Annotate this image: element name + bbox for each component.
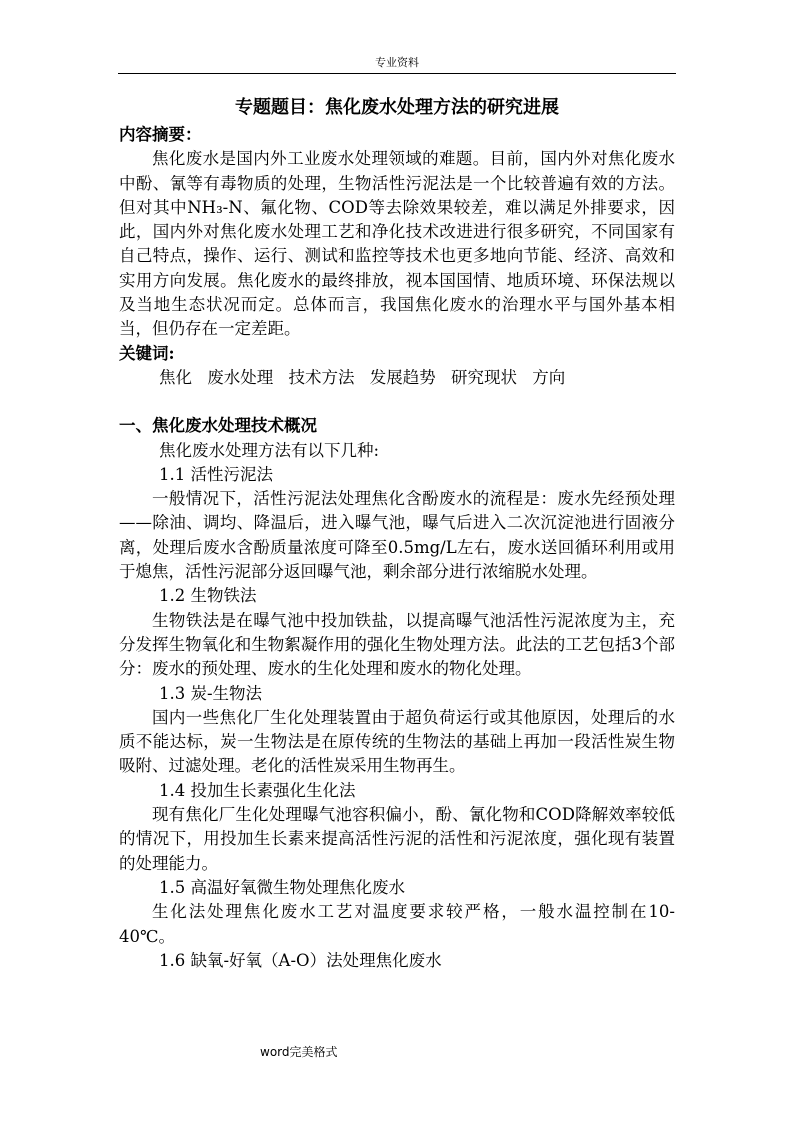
header-divider [118, 73, 676, 74]
keyword: 方向 [532, 367, 566, 387]
abstract-paragraph: 焦化废水是国内外工业废水处理领域的难题。目前，国内外对焦化废水中酚、氰等有毒物质的处理，生物活性污泥法是一个比较普遍有效的方法。但对其中NH₃-N、氟化物、COD等去除效果较差，难以满足外排要求，因此，国内外对焦化废水处理工艺和净化技术改进进行很多研究，不同国家有自己特点，操作、运行、测试和监控等技术也更多地向节能、经济、高效和实用方向发展。焦化废水的最终排放，视本国国情、地质环境、环保法规以及当地生态状况而定。总体而言，我国焦化废水的治理水平与国外基本相当，但仍存在一定差距。 [119, 149, 675, 339]
page-footer: word完美格式 [260, 1045, 338, 1059]
abstract-heading: 内容摘要： [119, 125, 202, 144]
section-spacer [119, 390, 675, 414]
keywords-heading: 关键词: [119, 343, 175, 363]
section-heading: 一、焦化废水处理技术概况 [119, 416, 317, 436]
subsection-title: 1.1 活性污泥法 [159, 464, 273, 484]
page-header: 专业资料 [375, 56, 419, 69]
subsection-title: 1.2 生物铁法 [159, 586, 257, 606]
subsection-paragraph: 生物铁法是在曝气池中投加铁盐，以提高曝气池活性污泥浓度为主，充分发挥生物氧化和生物絮凝作用的强化生物处理方法。此法的工艺包括3个部分：废水的预处理、废水的生化处理和废水的物化处理。 [119, 610, 675, 679]
subsection-title: 1.3 炭-生物法 [159, 683, 263, 703]
document-body [119, 95, 675, 973]
subsection-paragraph: 国内一些焦化厂生化处理装置由于超负荷运行或其他原因，处理后的水质不能达标，炭一生物法是在原传统的生物法的基础上再加一段活性炭生物吸附、过滤处理。老化的活性炭采用生物再生。 [119, 707, 675, 776]
subsection-title: 1.4 投加生长素强化生化法 [159, 780, 356, 800]
keyword: 发展趋势 [369, 367, 436, 387]
subsection-paragraph: 一般情况下，活性污泥法处理焦化含酚废水的流程是：废水先经预处理——除油、调均、降温后，进入曝气池，曝气后进入二次沉淀池进行固液分离，处理后废水含酚质量浓度可降至0.5mg/L左右，废水送回循环利用或用于熄焦，活性污泥部分返回曝气池，剩余部分进行浓缩脱水处理。 [119, 489, 675, 582]
keyword: 研究现状 [451, 367, 517, 387]
subsection-paragraph: 生化法处理焦化废水工艺对温度要求较严格，一般水温控制在10-40℃。 [119, 902, 675, 946]
section-intro: 焦化废水处理方法有以下几种: [159, 440, 380, 460]
keyword: 废水处理 [207, 367, 274, 387]
document-title: 专题题目：焦化废水处理方法的研究进展 [235, 97, 559, 118]
keyword: 焦化 [159, 367, 192, 387]
keywords-line [119, 366, 675, 390]
subsection-title: 1.6 缺氧-好氧（A-O）法处理焦化废水 [159, 950, 442, 970]
subsection-paragraph: 现有焦化厂生化处理曝气池容积偏小，酚、氰化物和COD降解效率较低的情况下，用投加生长素来提高活性污泥的活性和污泥浓度，强化现有装置的处理能力。 [119, 805, 675, 873]
keyword: 技术方法 [288, 367, 355, 387]
subsection-title: 1.5 高温好氧微生物处理焦化废水 [159, 877, 405, 897]
